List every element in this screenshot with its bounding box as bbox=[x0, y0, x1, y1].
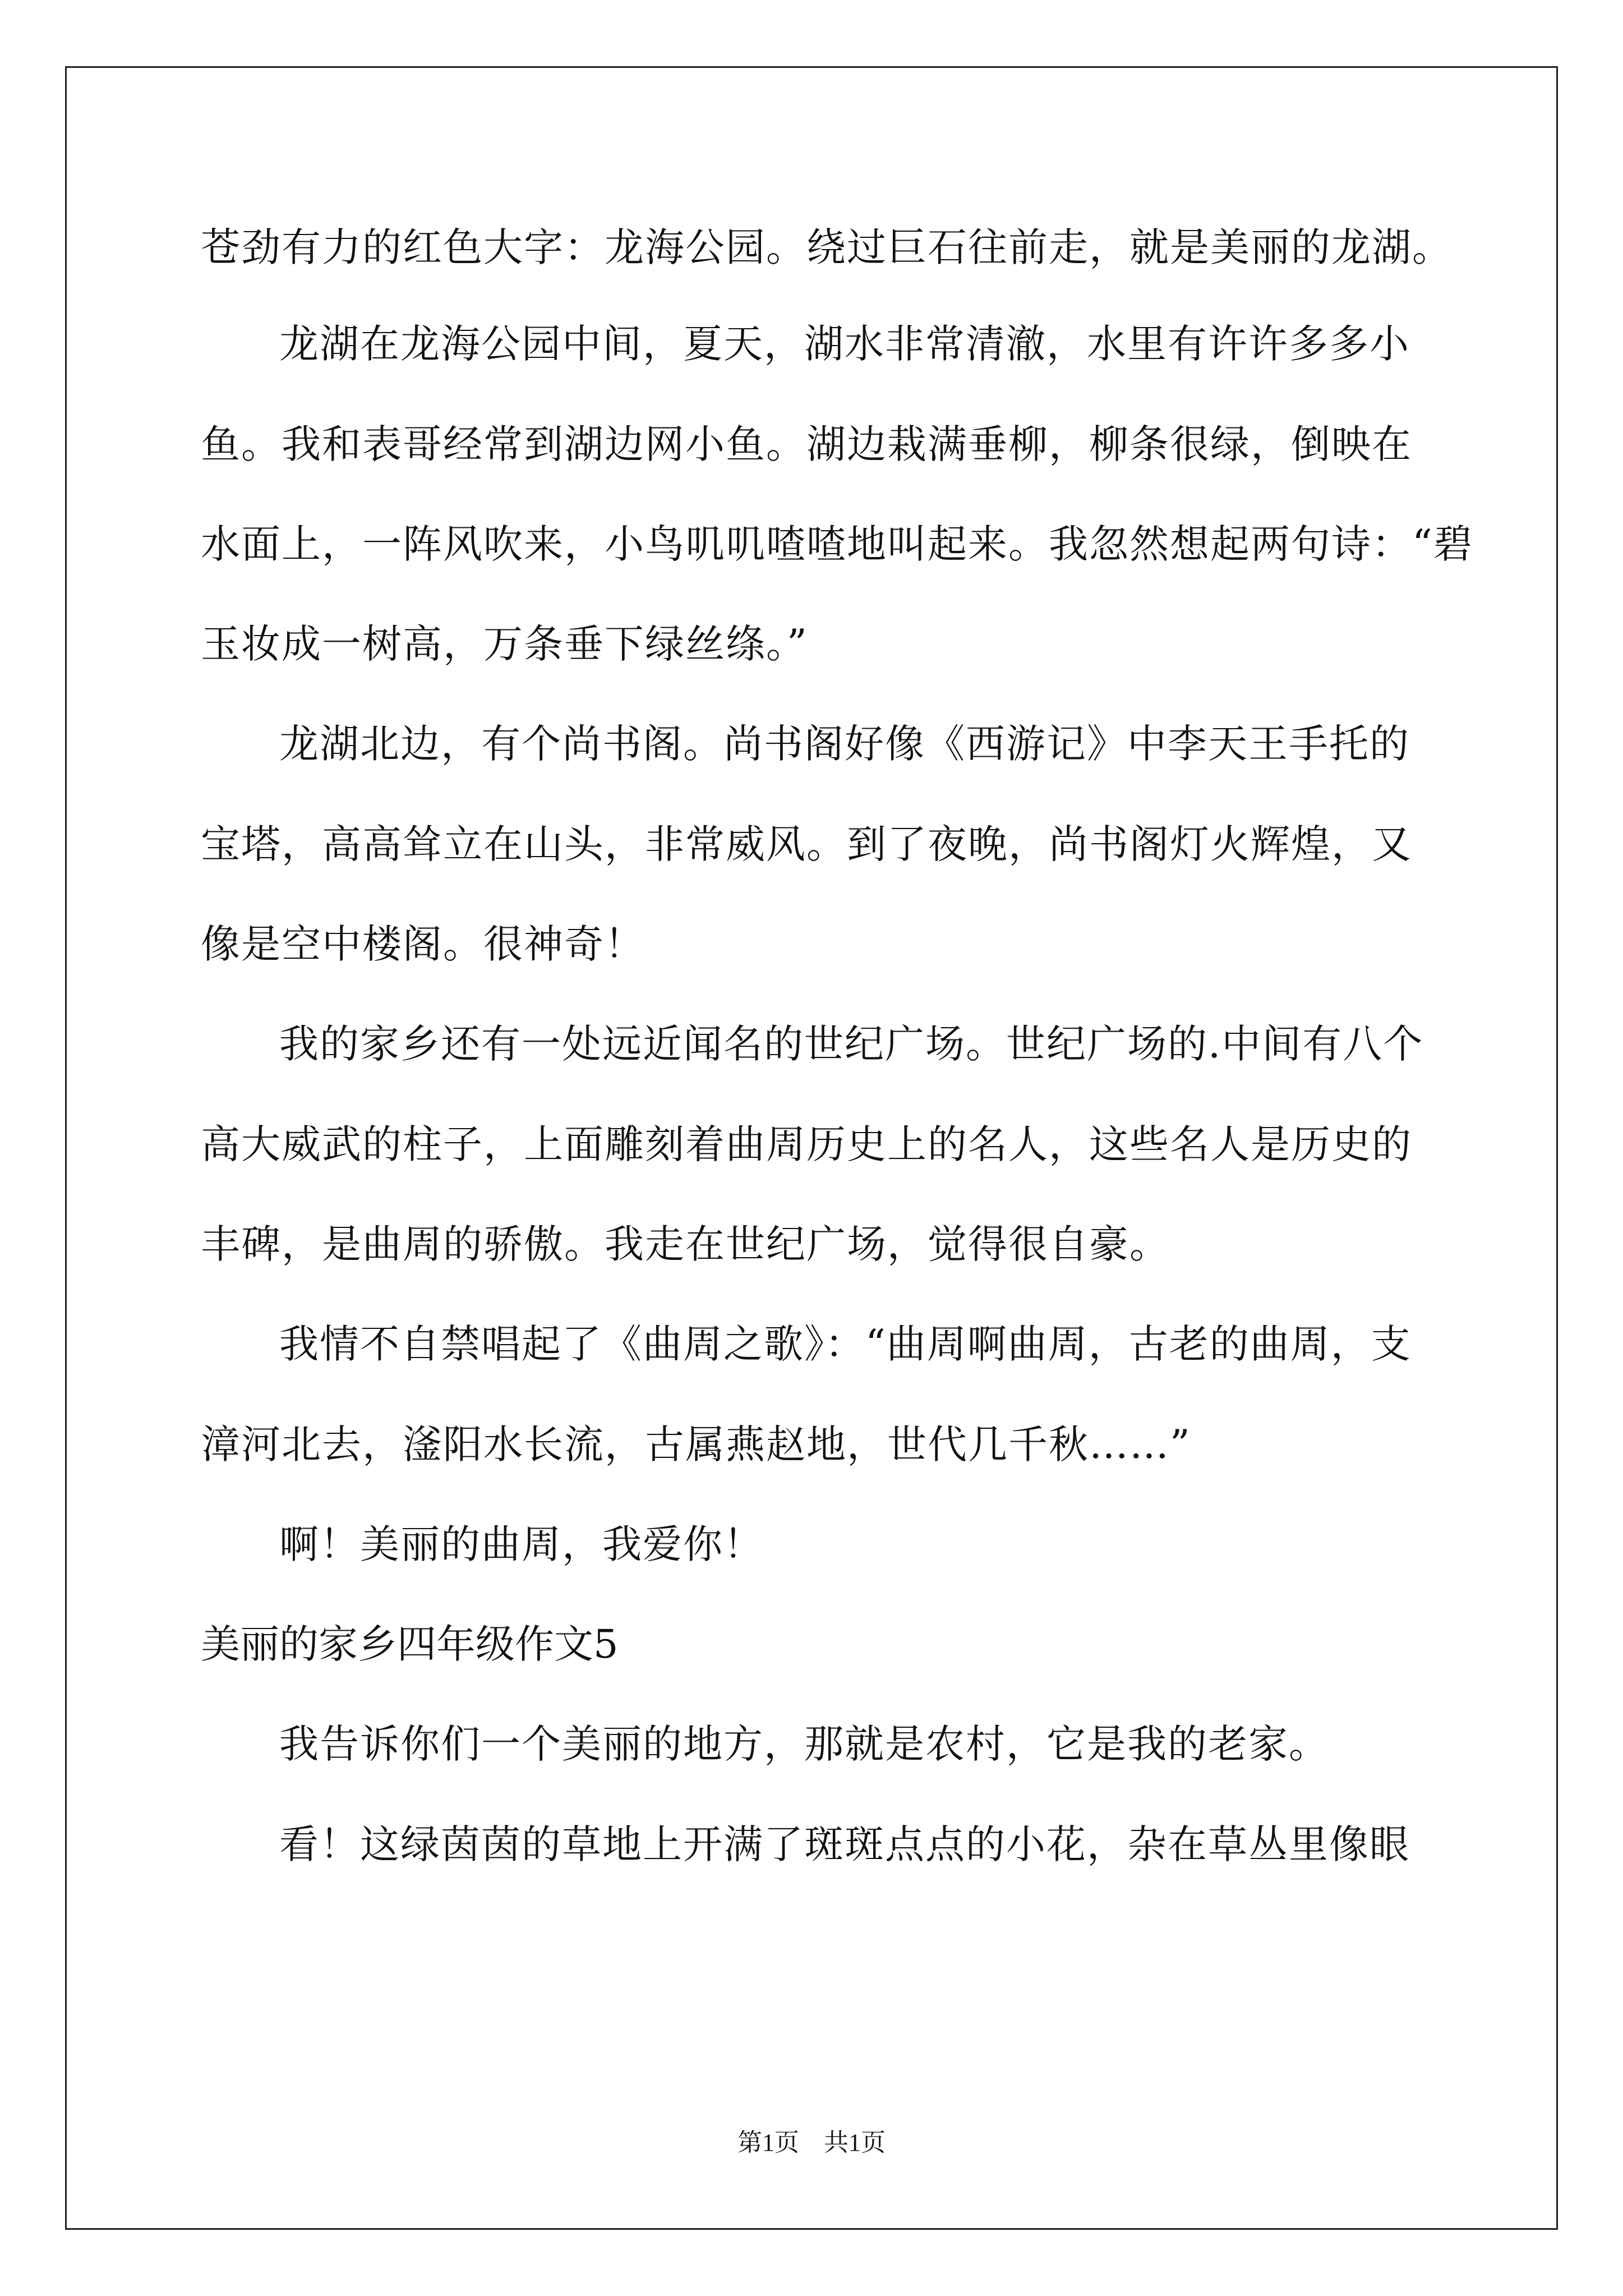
text-line-1: 苍劲有力的红色大字：龙海公园。绕过巨石往前走，就是美丽的龙湖。 bbox=[201, 224, 1453, 270]
paragraph-line: 龙湖在龙海公园中间，夏天，湖水非常清澈，水里有许许多多小 bbox=[279, 321, 1410, 367]
paragraph-line: 龙湖北边，有个尚书阁。尚书阁好像《西游记》中李天王手托的 bbox=[279, 721, 1410, 767]
paragraph-line: 啊！美丽的曲周，我爱你！ bbox=[279, 1521, 764, 1567]
paragraph-line: 我告诉你们一个美丽的地方，那就是农村，它是我的老家。 bbox=[279, 1721, 1329, 1767]
paragraph-line: 鱼。我和表哥经常到湖边网小鱼。湖边栽满垂柳，柳条很绿，倒映在 bbox=[201, 421, 1412, 467]
paragraph-line: 宝塔，高高耸立在山头，非常威风。到了夜晚，尚书阁灯火辉煌，又 bbox=[201, 821, 1412, 867]
paragraph-line: 丰碑，是曲周的骄傲。我走在世纪广场，觉得很自豪。 bbox=[201, 1221, 1170, 1267]
paragraph-line: 玉妆成一树高，万条垂下绿丝绦。” bbox=[201, 621, 808, 667]
paragraph-line: 漳河北去，滏阳水长流，古属燕赵地，世代几千秋……” bbox=[201, 1421, 1191, 1467]
paragraph-line: 高大威武的柱子，上面雕刻着曲周历史上的名人，这些名人是历史的 bbox=[201, 1121, 1412, 1167]
section-heading: 美丽的家乡四年级作文5 bbox=[201, 1621, 619, 1667]
paragraph-line: 看！这绿茵茵的草地上开满了斑斑点点的小花，杂在草丛里像眼 bbox=[279, 1821, 1410, 1867]
paragraph-line: 水面上，一阵风吹来，小鸟叽叽喳喳地叫起来。我忽然想起两句诗：“碧 bbox=[201, 521, 1474, 567]
page-number: 第1页 共1页 bbox=[737, 2129, 886, 2156]
paragraph-line: 我的家乡还有一处远近闻名的世纪广场。世纪广场的.中间有八个 bbox=[279, 1021, 1424, 1067]
paragraph-line: 像是空中楼阁。很神奇！ bbox=[201, 921, 645, 967]
paragraph-line: 我情不自禁唱起了《曲周之歌》：“曲周啊曲周，古老的曲周，支 bbox=[279, 1321, 1412, 1367]
